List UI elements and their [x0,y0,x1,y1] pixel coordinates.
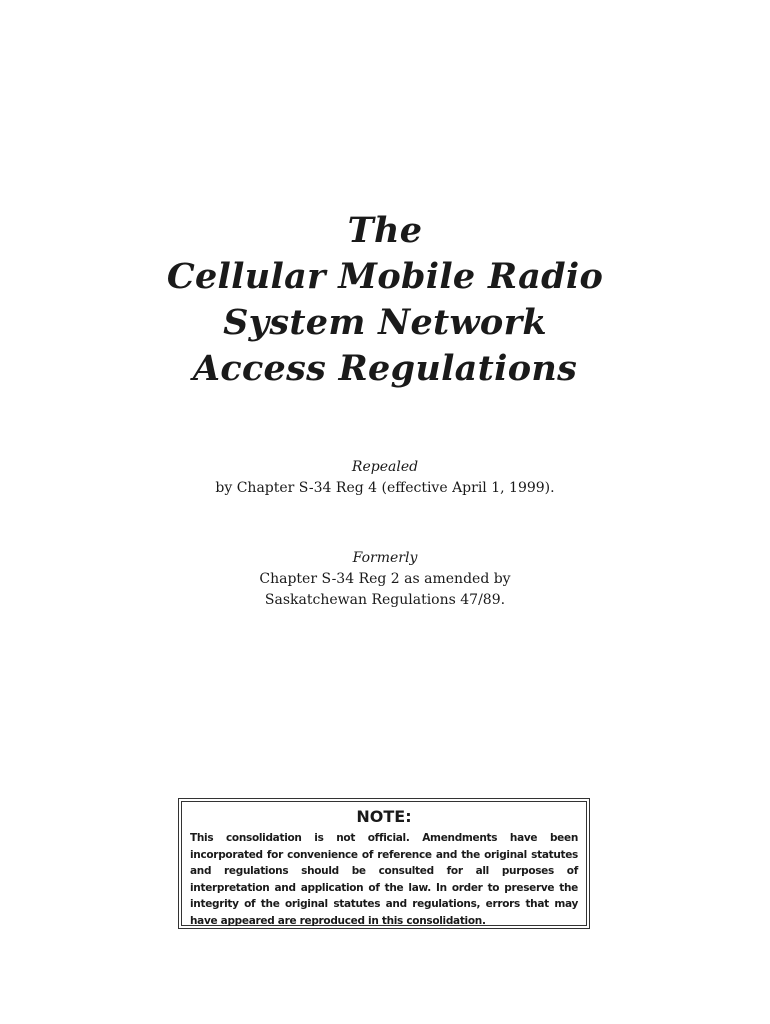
formerly-heading: Formerly [352,550,418,566]
title-line-1: The [347,210,423,251]
document-title [0,208,770,392]
note-title: NOTE: [356,807,412,826]
formerly-section [0,548,770,611]
note-text: This consolidation is not official. Amendments have been incorporated for convenience of reference and the original statutes and regulations should be consulted for all purposes of interpretation and application of the law. In order to preserve the integrity of the original statutes and regulations, errors that may have appeared are reproduced in this consolidation. [190,832,578,927]
note-box [178,798,590,929]
title-line-3: System Network [223,302,547,343]
repealed-heading: Repealed [351,459,419,475]
note-inner-frame [181,801,587,926]
formerly-line-1: Chapter S-34 Reg 2 as amended by [259,571,511,587]
title-line-2: Cellular Mobile Radio [166,256,604,297]
formerly-line-2: Saskatchewan Regulations 47/89. [264,592,506,608]
repealed-text: by Chapter S-34 Reg 4 (effective April 1, 1999). [215,480,555,496]
repealed-section [0,457,770,499]
title-line-4: Access Regulations [192,348,578,389]
